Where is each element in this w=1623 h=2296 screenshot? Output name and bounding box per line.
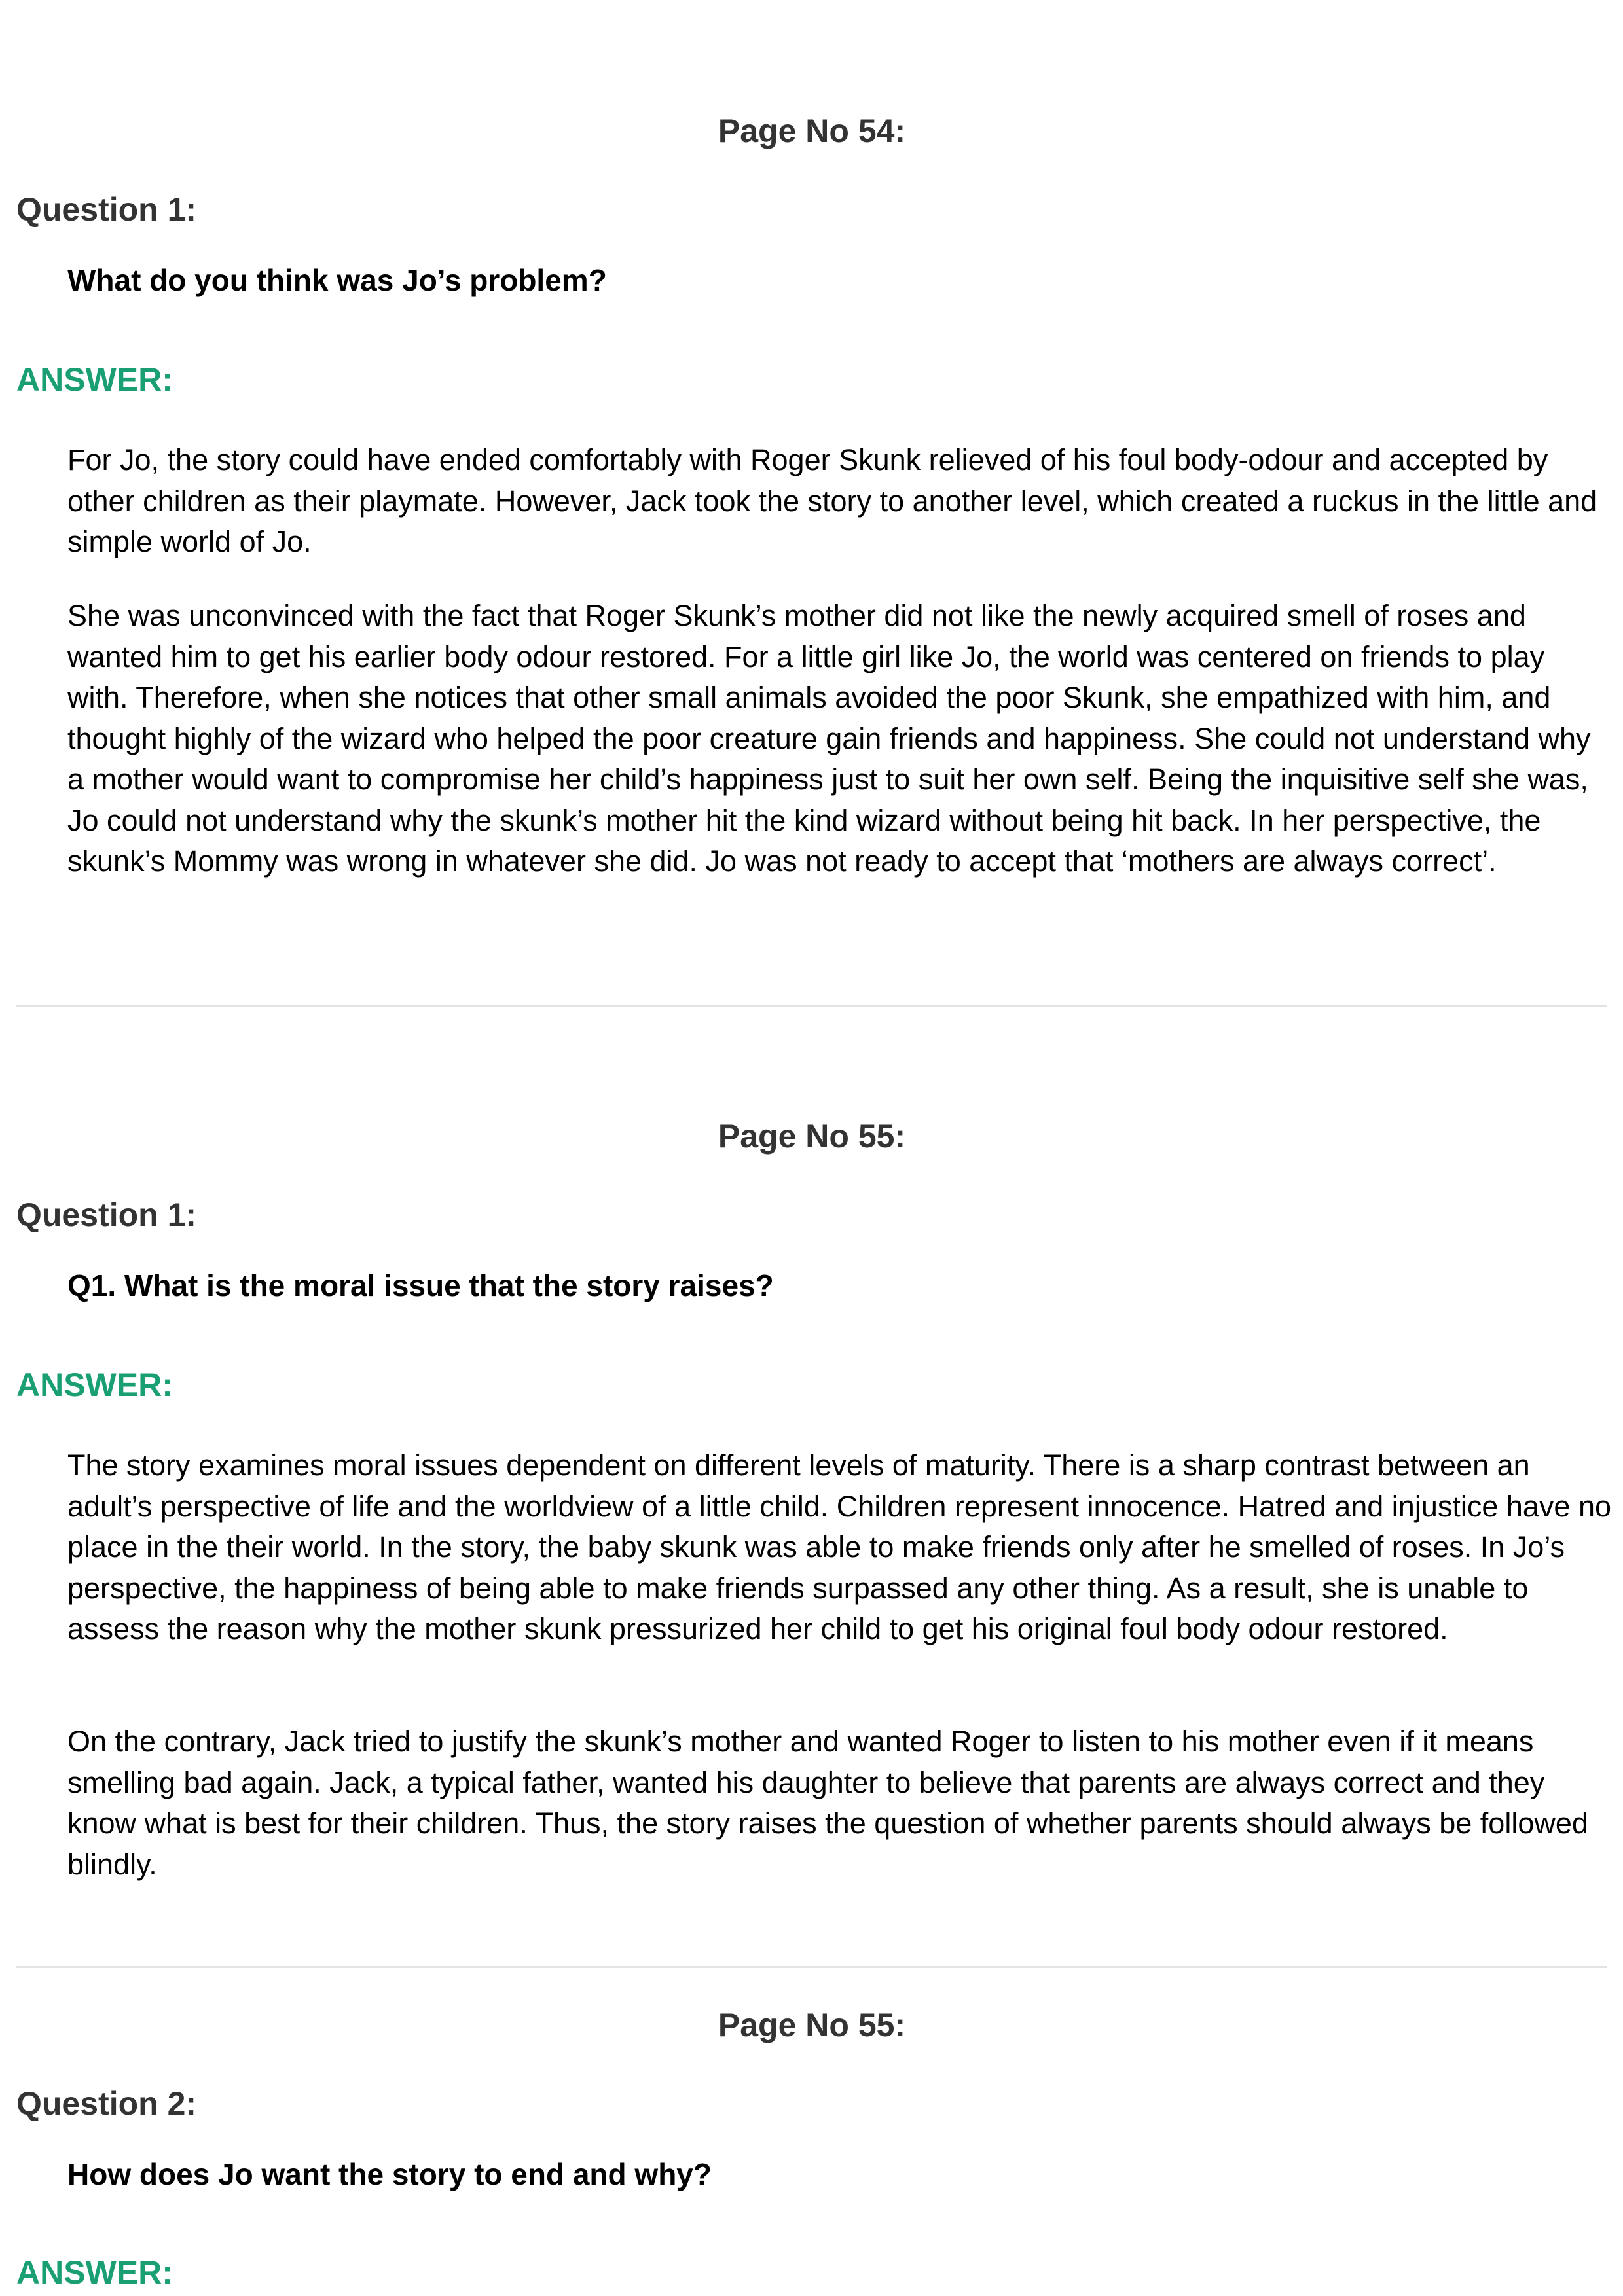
answer-paragraph: The story examines moral issues dependent on different levels of maturity. There is a sharp contrast between an adult’s perspective of life and the worldview of a little child. Children represent innocence. Hatred and injustice have no place in the their world. In the story, the baby skunk was able to make friends only after he smelled of roses. In Jo’s perspective, the happiness of being able to make friends surpassed any other thing. As a result, she is unable to assess the reason why the mother skunk pressurized her child to get his original foul body odour restored. — [67, 1448, 1612, 1645]
answer-label: ANSWER: — [16, 361, 173, 398]
page-heading: Page No 55: — [718, 1118, 906, 1155]
page-heading: Page No 55: — [718, 2007, 906, 2043]
section-divider — [16, 1005, 1607, 1007]
section-divider — [16, 1966, 1607, 1968]
answer-paragraph: On the contrary, Jack tried to justify the skunk’s mother and wanted Roger to listen to his mother even if it means smelling bad again. Jack, a typical father, wanted his daughter to believe that parents are always correct and they know what is best for their children. Thus, the story raises the question of whether parents should always be followed blindly. — [67, 1725, 1588, 1881]
question-text: How does Jo want the story to end and why? — [67, 2157, 712, 2191]
page-heading: Page No 54: — [718, 113, 906, 149]
answer-label: ANSWER: — [16, 1367, 173, 1403]
question-text: What do you think was Jo’s problem? — [67, 263, 607, 297]
question-label: Question 2: — [16, 2085, 197, 2122]
answer-label: ANSWER: — [16, 2254, 173, 2291]
answer-paragraph: She was unconvinced with the fact that Roger Skunk’s mother did not like the newly acquired smell of roses and wanted him to get his earlier body odour restored. For a little girl like Jo, the world was centered on friends to play with. Therefore, when she notices that other small animals avoided the poor Skunk, she empathized with him, and thought highly of the wizard who helped the poor creature gain friends and happiness. She could not understand why a mother would want to compromise her child’s happiness just to suit her own self. Being the inquisitive self she was, Jo could not understand why the skunk’s mother hit the kind wizard without being hit back. In her perspective, the skunk’s Mommy was wrong in whatever she did. Jo was not ready to accept that ‘mothers are always correct’. — [67, 599, 1591, 878]
question-text: Q1. What is the moral issue that the story raises? — [67, 1268, 774, 1302]
question-label: Question 1: — [16, 1196, 197, 1233]
question-label: Question 1: — [16, 191, 197, 228]
answer-paragraph: For Jo, the story could have ended comfortably with Roger Skunk relieved of his foul body-odour and accepted by other children as their playmate. However, Jack took the story to another level, which created a ruckus in the little and simple world of Jo. — [67, 443, 1597, 558]
